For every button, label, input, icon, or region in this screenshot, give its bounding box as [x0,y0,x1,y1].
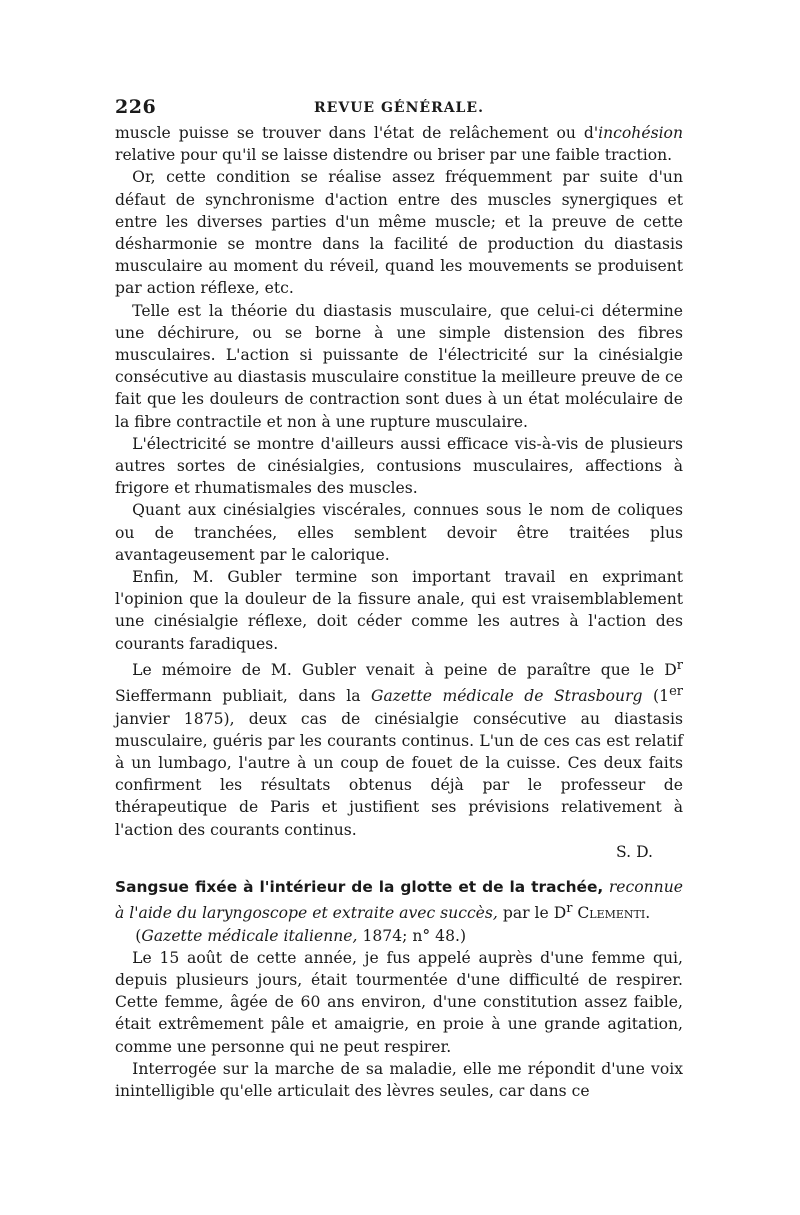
paragraph: Interrogée sur la marche de sa maladie, elle me répondit d'une voix inintelligible qu'elle articulait des lèvres seules, car dans ce [115,1059,683,1101]
text-run: Sieffermann publiait, dans la [115,687,372,706]
page-number: 226 [115,96,157,118]
text-run: janvier 1875), deux cas de cinésialgie consécutive au diastasis musculaire, guéris par les courants continus. L'un de ces cas est relatif à un lumbago, l'autre à un coup de fouet de la cuisse. Ces deux faits confirment les résultats obtenus déjà par le professeur de thérapeutique de Paris et justifient ses prévisions relativement à l'action des courants continus. [115,709,683,839]
paragraph: Le 15 août de cette année, je fus appelé auprès d'une femme qui, depuis plusieurs jours, était tourmentée d'une difficulté de respirer. Cette femme, âgée de 60 ans environ, d'une constitution assez faible, était extrêmement pâle et amaigrie, en proie à une grande agitation, comme une personne qui ne peut respirer. [115,948,683,1056]
page-header [115,92,683,122]
source-journal: Gazette médicale italienne, [141,926,358,945]
journal-title: Gazette médicale de Strasbourg [371,687,643,706]
article-title-paragraph [115,876,683,925]
paragraph [115,122,683,166]
body-text [115,122,683,1102]
text-run: 1874; n° 48.) [357,926,467,945]
page [115,92,683,1102]
signature-line [115,841,683,863]
italic-term: incohésion [598,124,683,142]
text-run: Le mémoire de M. Gubler venait à peine de paraître que le D [132,661,677,680]
paragraph: Telle est la théorie du diastasis musculaire, que celui-ci détermine une déchirure, ou se borne à une simple distension des fibres musculaires. L'action si puissante de l'électricité sur la cinésialgie consécutive au diastasis musculaire constitue la meilleure preuve de ce fait que les douleurs de contraction sont dues à un état moléculaire de la fibre contractile et non à une rupture musculaire. [115,301,683,431]
text-run: relative pour qu'il se laisse distendre ou briser par une faible traction. [115,146,673,165]
running-head: REVUE GÉNÉRALE. [314,100,484,116]
superscript: r [676,657,683,673]
text-run: ( [135,926,142,945]
byline-prefix: par le D [497,904,567,923]
paragraph [115,655,683,841]
paragraph: Enfin, M. Gubler termine son important travail en exprimant l'opinion que la douleur de la fissure anale, qui est vraisemblablement une cinésialgie réflexe, doit céder comme les autres à l'action des courants faradiques. [115,568,683,653]
text-run: muscle puisse se trouver dans l'état de relâchement ou d' [115,124,599,142]
superscript: er [669,684,683,700]
signature: S. D. [616,842,653,861]
article-heading [115,876,683,947]
paragraph: Or, cette condition se réalise assez fréquemment par suite d'un défaut de synchronisme d'action entre des muscles synergiques et entre les diverses parties d'un même muscle; et la preuve de cette désharmonie se montre dans la facilité de production du diastasis musculaire au moment du réveil, quand les mouvements se produisent par action réflexe, etc. [115,168,683,298]
paragraph: L'électricité se montre d'ailleurs aussi efficace vis-à-vis de plusieurs autres sortes de cinésialgies, contusions musculaires, affections à frigore et rhumatismales des muscles. [115,434,683,498]
text-run: (1 [642,687,670,706]
author-name: Clementi. [572,904,651,923]
article-subtitle: reconnue à l'aide du laryngoscope et extraite avec succès, [115,878,683,923]
superscript: r [566,901,573,917]
article-title: Sangsue fixée à l'intérieur de la glotte et de la trachée, [115,878,604,897]
paragraph: Quant aux cinésialgies viscérales, connues sous le nom de coliques ou de tranchées, elles semblent devoir être traitées plus avantageusement par le calorique. [115,501,683,564]
article-source [115,925,683,947]
